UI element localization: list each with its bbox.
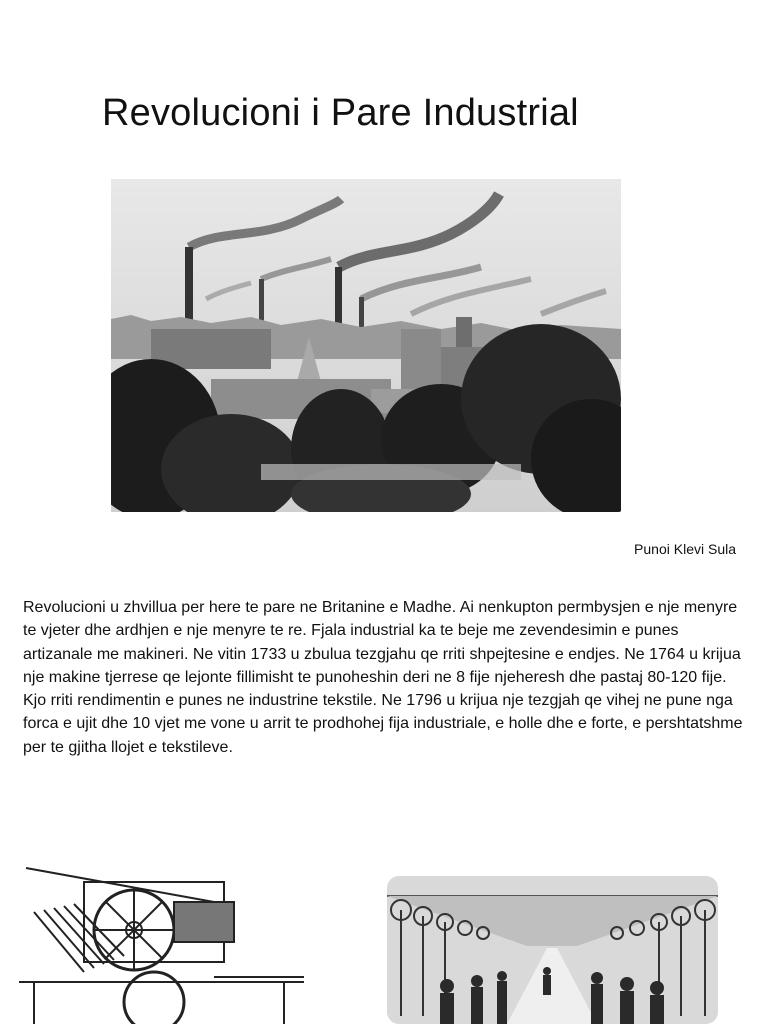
textile-factory-image <box>387 876 718 1024</box>
page-title: Revolucioni i Pare Industrial <box>102 92 579 134</box>
spinning-machine-image <box>14 862 306 1024</box>
industrial-city-image <box>111 179 621 512</box>
body-paragraph: Revolucioni u zhvillua per here te pare ne Britanine e Madhe. Ai nenkupton permbysjen e nje menyre te vjeter dhe ardhjen e nje menyre te re. Fjala industrial ka te beje me zevendesimin e punes artizanale me makineri. Ne vitin 1733 u zbulua tezgjahu qe rriti shpejtesine e endjes. Ne 1764 u krijua nje makine tjerrese qe lejonte fillimisht te punoheshin deri ne 8 fije njeheresh dhe pastaj 80-120 fije. Kjo rriti rendimentin e punes ne industrine tekstile. Ne 1796 u krijua nje tezgjah qe vihej ne pune nga forca e ujit dhe 10 vjet me vone u arrit te prodhohej fija industriale, e holle dhe e forte, e pershtatshme per te gjitha llojet e tekstileve. <box>23 599 743 756</box>
author-credit: Punoi Klevi Sula <box>634 541 736 557</box>
